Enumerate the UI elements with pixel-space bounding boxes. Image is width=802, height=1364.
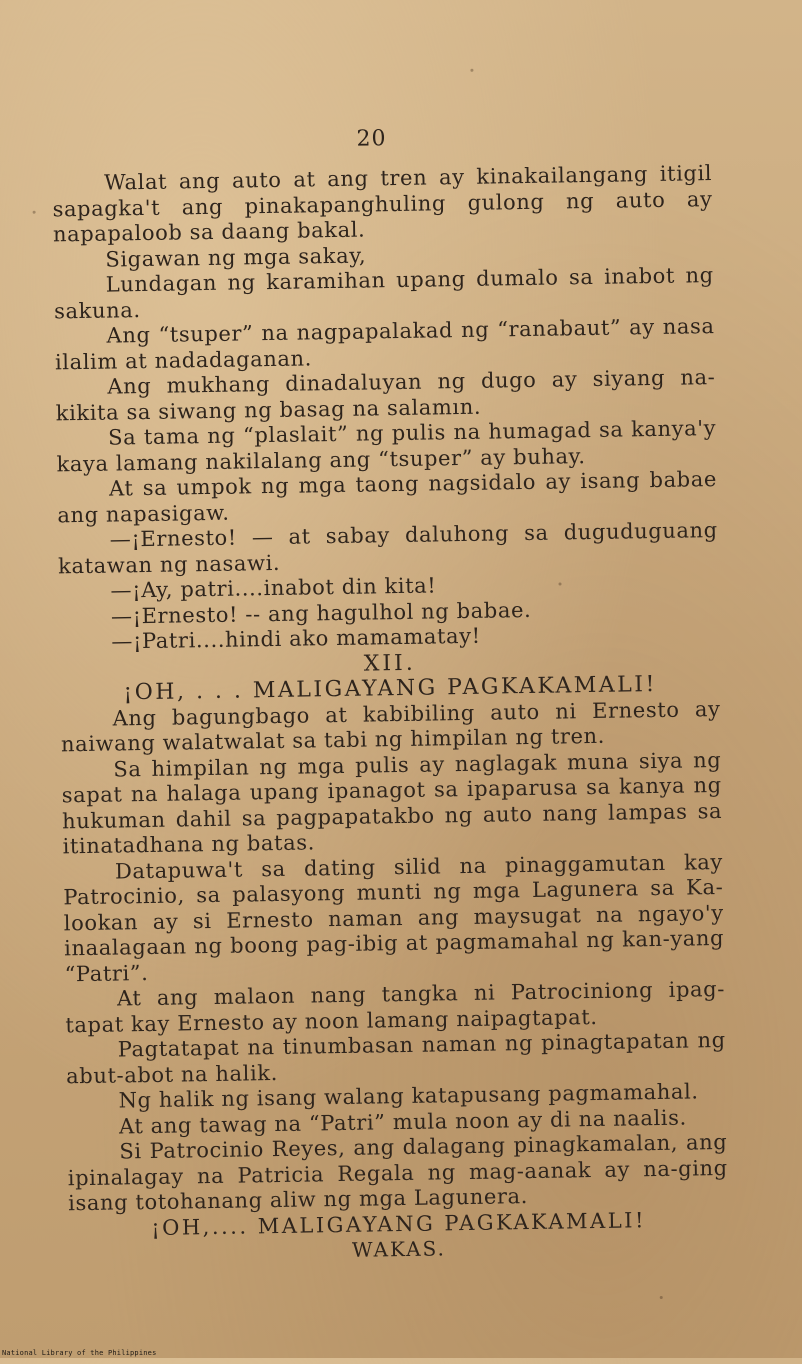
paragraph: Ang bagungbago at kabibiling auto ni Ernesto ay naiwang walatwalat sa tabi ng himpilan ng tren.: [60, 696, 721, 757]
paragraph: Walat ang auto at ang tren ay kinakailangang itigil sapagka't ang pinakapanghuling gulong ng auto ay napapaloob sa daang bakal.: [52, 161, 713, 247]
paragraph: Sa himpilan ng mga pulis ay naglagak muna siya ng sapat na halaga upang ipanagot sa ipaparusa sa kanya ng hukuman dahil sa pagpapatakbo ng auto nang lampas sa itinatadhana ng batas.: [61, 747, 723, 859]
chapter-number: XII.: [363, 650, 416, 677]
paragraph: Lundagan ng karamihan upang dumalo sa inabot ng sakuna.: [53, 263, 714, 323]
paragraph: Datapuwa't sa dating silid na pinaggamutan kay Patrocinio, sa palasyong munti ng mga Lagunera sa Ka-lookan ay si Ernesto naman ang maysugat na ngayo'y inaalagaan ng boong pag-ibig at pagmamahal ng kan-yang “Patri”.: [63, 849, 725, 986]
dialogue-line: —¡Patri....hindi ako mamamatay!: [111, 623, 481, 654]
paper-speck: [33, 211, 36, 214]
paragraph: Pagtatapat na tinumbasan naman ng pinagtapatan ng abut-abot na halik.: [66, 1027, 726, 1088]
body-text: [52, 161, 729, 1268]
paragraph: Ng halik ng isang walang katapusang pagmamahal.: [118, 1079, 699, 1113]
paragraph: At ang tawag na “Patri” mula noon ay di na naalis.: [118, 1105, 687, 1138]
paragraph: At sa umpok ng mga taong nagsidalo ay isang babae ang napasigaw.: [57, 467, 718, 527]
paper-speck: [660, 1296, 663, 1299]
paragraph: Sa tama ng “plaslait” ng pulis na humagad sa kanya'y kaya lamang nakilalang ang “tsuper” ay buhay.: [56, 416, 717, 476]
chapter-title: ¡OH, . . . MALIGAYANG PAGKAKAMALI!: [123, 671, 658, 706]
dialogue-line: —¡Ernesto! — at sabay daluhong sa duguduguang katawan ng nasawi.: [57, 518, 718, 578]
dialogue-line: —¡Ay, patri....inabot din kita!: [110, 573, 437, 603]
paragraph: Ang mukhang dinadaluyan ng dugo ay siyang na-kikita sa siwang ng basag na salamın.: [55, 365, 716, 425]
paragraph: At ang malaon nang tangka ni Patrociniong ipag-tapat kay Ernesto ay noon lamang naipagtapat.: [65, 976, 726, 1037]
dialogue-line: —¡Ernesto! -- ang hagulhol ng babae.: [110, 597, 532, 629]
paper-speck: [559, 582, 562, 585]
closing-exclamation: ¡OH,.... MALIGAYANG PAGKAKAMALI!: [151, 1207, 647, 1240]
page-number: 20: [356, 126, 387, 152]
paper-speck: [470, 69, 473, 72]
paragraph: Ang “tsuper” na nagpapalakad ng “ranabaut” ay nasa ilalim at nadadaganan.: [54, 314, 715, 374]
paragraph: Si Patrocinio Reyes, ang dalagang pinagkamalan, ang ipinalagay na Patricia Regala ng mag-aanak ay na-ging isang totohanang aliw ng mga Lagunera.: [67, 1129, 728, 1216]
footer-credit: National Library of the Philippines: [2, 1349, 157, 1357]
end-word: WAKAS.: [351, 1236, 447, 1262]
paragraph: Sigawan ng mga sakay,: [105, 242, 367, 272]
